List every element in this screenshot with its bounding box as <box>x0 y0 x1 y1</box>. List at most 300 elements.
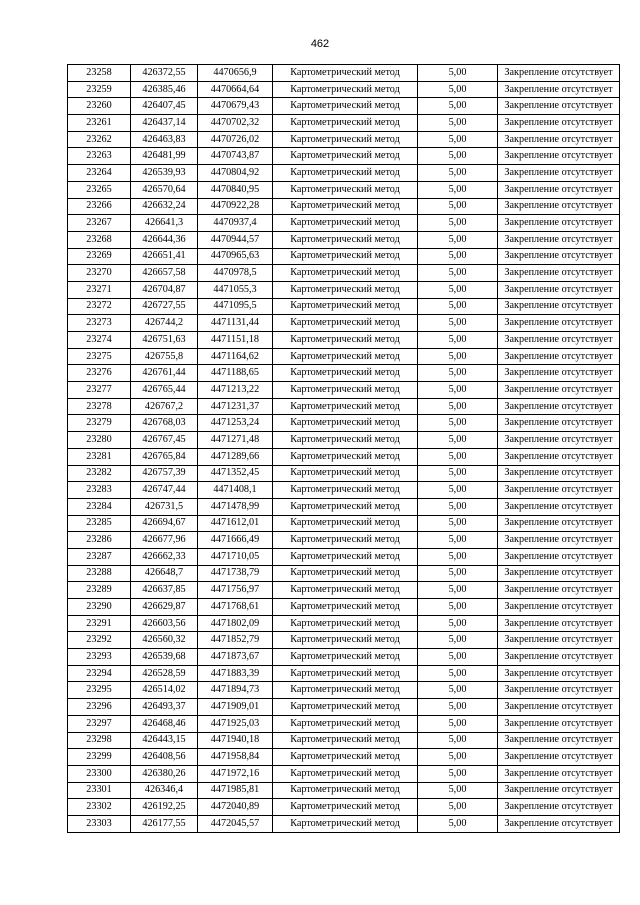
y-coordinate-cell: 4471164,62 <box>198 348 273 365</box>
x-coordinate-cell: 426704,87 <box>131 281 198 298</box>
fixation-cell: Закрепление отсутствует <box>498 348 620 365</box>
fixation-cell: Закрепление отсутствует <box>498 782 620 799</box>
fixation-cell: Закрепление отсутствует <box>498 482 620 499</box>
x-coordinate-cell: 426437,14 <box>131 115 198 132</box>
table-row <box>68 348 620 365</box>
table-row <box>68 365 620 382</box>
fixation-cell: Закрепление отсутствует <box>498 265 620 282</box>
table-row <box>68 699 620 716</box>
accuracy-cell: 5,00 <box>418 248 498 265</box>
y-coordinate-cell: 4471883,39 <box>198 665 273 682</box>
method-cell: Картометрический метод <box>273 782 418 799</box>
method-cell: Картометрический метод <box>273 732 418 749</box>
fixation-cell: Закрепление отсутствует <box>498 565 620 582</box>
x-coordinate-cell: 426731,5 <box>131 498 198 515</box>
method-cell: Картометрический метод <box>273 715 418 732</box>
point-number-cell: 23298 <box>68 732 131 749</box>
point-number-cell: 23272 <box>68 298 131 315</box>
point-number-cell: 23293 <box>68 649 131 666</box>
x-coordinate-cell: 426768,03 <box>131 415 198 432</box>
y-coordinate-cell: 4471095,5 <box>198 298 273 315</box>
y-coordinate-cell: 4471894,73 <box>198 682 273 699</box>
method-cell: Картометрический метод <box>273 298 418 315</box>
accuracy-cell: 5,00 <box>418 515 498 532</box>
fixation-cell: Закрепление отсутствует <box>498 181 620 198</box>
x-coordinate-cell: 426528,59 <box>131 665 198 682</box>
table-row <box>68 265 620 282</box>
method-cell: Картометрический метод <box>273 65 418 82</box>
method-cell: Картометрический метод <box>273 465 418 482</box>
accuracy-cell: 5,00 <box>418 532 498 549</box>
method-cell: Картометрический метод <box>273 665 418 682</box>
point-number-cell: 23279 <box>68 415 131 432</box>
point-number-cell: 23282 <box>68 465 131 482</box>
y-coordinate-cell: 4471055,3 <box>198 281 273 298</box>
table-row <box>68 148 620 165</box>
x-coordinate-cell: 426747,44 <box>131 482 198 499</box>
fixation-cell: Закрепление отсутствует <box>498 398 620 415</box>
x-coordinate-cell: 426539,93 <box>131 165 198 182</box>
accuracy-cell: 5,00 <box>418 281 498 298</box>
method-cell: Картометрический метод <box>273 131 418 148</box>
fixation-cell: Закрепление отсутствует <box>498 65 620 82</box>
method-cell: Картометрический метод <box>273 382 418 399</box>
point-number-cell: 23266 <box>68 198 131 215</box>
point-number-cell: 23275 <box>68 348 131 365</box>
y-coordinate-cell: 4471478,99 <box>198 498 273 515</box>
fixation-cell: Закрепление отсутствует <box>498 332 620 349</box>
fixation-cell: Закрепление отсутствует <box>498 448 620 465</box>
x-coordinate-cell: 426468,46 <box>131 715 198 732</box>
point-number-cell: 23269 <box>68 248 131 265</box>
x-coordinate-cell: 426463,83 <box>131 131 198 148</box>
table-row <box>68 65 620 82</box>
method-cell: Картометрический метод <box>273 799 418 816</box>
accuracy-cell: 5,00 <box>418 181 498 198</box>
point-number-cell: 23296 <box>68 699 131 716</box>
accuracy-cell: 5,00 <box>418 198 498 215</box>
point-number-cell: 23268 <box>68 231 131 248</box>
accuracy-cell: 5,00 <box>418 815 498 832</box>
method-cell: Картометрический метод <box>273 148 418 165</box>
y-coordinate-cell: 4471666,49 <box>198 532 273 549</box>
y-coordinate-cell: 4471802,09 <box>198 615 273 632</box>
point-number-cell: 23294 <box>68 665 131 682</box>
method-cell: Картометрический метод <box>273 248 418 265</box>
accuracy-cell: 5,00 <box>418 332 498 349</box>
x-coordinate-cell: 426539,68 <box>131 649 198 666</box>
accuracy-cell: 5,00 <box>418 749 498 766</box>
table-row <box>68 465 620 482</box>
accuracy-cell: 5,00 <box>418 465 498 482</box>
y-coordinate-cell: 4471253,24 <box>198 415 273 432</box>
fixation-cell: Закрепление отсутствует <box>498 98 620 115</box>
table-row <box>68 749 620 766</box>
point-number-cell: 23264 <box>68 165 131 182</box>
y-coordinate-cell: 4471756,97 <box>198 582 273 599</box>
accuracy-cell: 5,00 <box>418 682 498 699</box>
accuracy-cell: 5,00 <box>418 448 498 465</box>
accuracy-cell: 5,00 <box>418 799 498 816</box>
y-coordinate-cell: 4472045,57 <box>198 815 273 832</box>
fixation-cell: Закрепление отсутствует <box>498 799 620 816</box>
table-row <box>68 498 620 515</box>
table-row <box>68 198 620 215</box>
point-number-cell: 23265 <box>68 181 131 198</box>
point-number-cell: 23292 <box>68 632 131 649</box>
point-number-cell: 23263 <box>68 148 131 165</box>
x-coordinate-cell: 426755,8 <box>131 348 198 365</box>
accuracy-cell: 5,00 <box>418 215 498 232</box>
y-coordinate-cell: 4471909,01 <box>198 699 273 716</box>
fixation-cell: Закрепление отсутствует <box>498 131 620 148</box>
y-coordinate-cell: 4470656,9 <box>198 65 273 82</box>
table-row <box>68 582 620 599</box>
accuracy-cell: 5,00 <box>418 649 498 666</box>
fixation-cell: Закрепление отсутствует <box>498 315 620 332</box>
method-cell: Картометрический метод <box>273 749 418 766</box>
table-row <box>68 799 620 816</box>
method-cell: Картометрический метод <box>273 582 418 599</box>
point-number-cell: 23289 <box>68 582 131 599</box>
x-coordinate-cell: 426629,87 <box>131 599 198 616</box>
method-cell: Картометрический метод <box>273 332 418 349</box>
fixation-cell: Закрепление отсутствует <box>498 148 620 165</box>
table-row <box>68 181 620 198</box>
method-cell: Картометрический метод <box>273 265 418 282</box>
x-coordinate-cell: 426346,4 <box>131 782 198 799</box>
table-row <box>68 765 620 782</box>
fixation-cell: Закрепление отсутствует <box>498 682 620 699</box>
y-coordinate-cell: 4470944,57 <box>198 231 273 248</box>
point-number-cell: 23260 <box>68 98 131 115</box>
table-row <box>68 448 620 465</box>
fixation-cell: Закрепление отсутствует <box>498 749 620 766</box>
point-number-cell: 23303 <box>68 815 131 832</box>
point-number-cell: 23277 <box>68 382 131 399</box>
accuracy-cell: 5,00 <box>418 582 498 599</box>
x-coordinate-cell: 426765,44 <box>131 382 198 399</box>
method-cell: Картометрический метод <box>273 498 418 515</box>
y-coordinate-cell: 4471852,79 <box>198 632 273 649</box>
y-coordinate-cell: 4471958,84 <box>198 749 273 766</box>
fixation-cell: Закрепление отсутствует <box>498 215 620 232</box>
page-number: 462 <box>310 38 330 50</box>
table-row <box>68 732 620 749</box>
fixation-cell: Закрепление отсутствует <box>498 415 620 432</box>
x-coordinate-cell: 426570,64 <box>131 181 198 198</box>
accuracy-cell: 5,00 <box>418 665 498 682</box>
table-row <box>68 98 620 115</box>
point-number-cell: 23300 <box>68 765 131 782</box>
x-coordinate-cell: 426648,7 <box>131 565 198 582</box>
fixation-cell: Закрепление отсутствует <box>498 615 620 632</box>
point-number-cell: 23287 <box>68 548 131 565</box>
y-coordinate-cell: 4470978,5 <box>198 265 273 282</box>
table-row <box>68 599 620 616</box>
table-row <box>68 515 620 532</box>
fixation-cell: Закрепление отсутствует <box>498 281 620 298</box>
x-coordinate-cell: 426641,3 <box>131 215 198 232</box>
x-coordinate-cell: 426380,26 <box>131 765 198 782</box>
point-number-cell: 23291 <box>68 615 131 632</box>
y-coordinate-cell: 4470702,32 <box>198 115 273 132</box>
table-row <box>68 682 620 699</box>
table-row <box>68 565 620 582</box>
fixation-cell: Закрепление отсутствует <box>498 582 620 599</box>
point-number-cell: 23295 <box>68 682 131 699</box>
x-coordinate-cell: 426651,41 <box>131 248 198 265</box>
point-number-cell: 23270 <box>68 265 131 282</box>
accuracy-cell: 5,00 <box>418 632 498 649</box>
method-cell: Картометрический метод <box>273 348 418 365</box>
accuracy-cell: 5,00 <box>418 115 498 132</box>
fixation-cell: Закрепление отсутствует <box>498 432 620 449</box>
point-number-cell: 23297 <box>68 715 131 732</box>
x-coordinate-cell: 426727,55 <box>131 298 198 315</box>
accuracy-cell: 5,00 <box>418 615 498 632</box>
fixation-cell: Закрепление отсутствует <box>498 81 620 98</box>
table-row <box>68 281 620 298</box>
x-coordinate-cell: 426192,25 <box>131 799 198 816</box>
point-number-cell: 23259 <box>68 81 131 98</box>
fixation-cell: Закрепление отсутствует <box>498 198 620 215</box>
x-coordinate-cell: 426767,2 <box>131 398 198 415</box>
y-coordinate-cell: 4471985,81 <box>198 782 273 799</box>
fixation-cell: Закрепление отсутствует <box>498 548 620 565</box>
table-row <box>68 665 620 682</box>
y-coordinate-cell: 4471925,03 <box>198 715 273 732</box>
x-coordinate-cell: 426677,96 <box>131 532 198 549</box>
method-cell: Картометрический метод <box>273 198 418 215</box>
point-number-cell: 23278 <box>68 398 131 415</box>
x-coordinate-cell: 426751,63 <box>131 332 198 349</box>
point-number-cell: 23267 <box>68 215 131 232</box>
accuracy-cell: 5,00 <box>418 348 498 365</box>
table-row <box>68 298 620 315</box>
method-cell: Картометрический метод <box>273 682 418 699</box>
method-cell: Картометрический метод <box>273 415 418 432</box>
table-row <box>68 715 620 732</box>
point-number-cell: 23302 <box>68 799 131 816</box>
point-number-cell: 23290 <box>68 599 131 616</box>
fixation-cell: Закрепление отсутствует <box>498 532 620 549</box>
x-coordinate-cell: 426443,15 <box>131 732 198 749</box>
x-coordinate-cell: 426177,55 <box>131 815 198 832</box>
y-coordinate-cell: 4471710,05 <box>198 548 273 565</box>
y-coordinate-cell: 4471612,01 <box>198 515 273 532</box>
method-cell: Картометрический метод <box>273 315 418 332</box>
method-cell: Картометрический метод <box>273 599 418 616</box>
method-cell: Картометрический метод <box>273 649 418 666</box>
fixation-cell: Закрепление отсутствует <box>498 765 620 782</box>
point-number-cell: 23288 <box>68 565 131 582</box>
method-cell: Картометрический метод <box>273 81 418 98</box>
y-coordinate-cell: 4470937,4 <box>198 215 273 232</box>
point-number-cell: 23283 <box>68 482 131 499</box>
table-row <box>68 632 620 649</box>
x-coordinate-cell: 426757,39 <box>131 465 198 482</box>
point-number-cell: 23258 <box>68 65 131 82</box>
accuracy-cell: 5,00 <box>418 715 498 732</box>
accuracy-cell: 5,00 <box>418 548 498 565</box>
coordinates-table <box>67 64 620 833</box>
x-coordinate-cell: 426632,24 <box>131 198 198 215</box>
method-cell: Картометрический метод <box>273 699 418 716</box>
fixation-cell: Закрепление отсутствует <box>498 465 620 482</box>
accuracy-cell: 5,00 <box>418 732 498 749</box>
table-row <box>68 115 620 132</box>
y-coordinate-cell: 4472040,89 <box>198 799 273 816</box>
accuracy-cell: 5,00 <box>418 365 498 382</box>
fixation-cell: Закрепление отсутствует <box>498 382 620 399</box>
accuracy-cell: 5,00 <box>418 298 498 315</box>
accuracy-cell: 5,00 <box>418 599 498 616</box>
point-number-cell: 23280 <box>68 432 131 449</box>
y-coordinate-cell: 4471231,37 <box>198 398 273 415</box>
x-coordinate-cell: 426694,67 <box>131 515 198 532</box>
x-coordinate-cell: 426560,32 <box>131 632 198 649</box>
y-coordinate-cell: 4471151,18 <box>198 332 273 349</box>
method-cell: Картометрический метод <box>273 765 418 782</box>
method-cell: Картометрический метод <box>273 482 418 499</box>
table-row <box>68 615 620 632</box>
x-coordinate-cell: 426744,2 <box>131 315 198 332</box>
table-row <box>68 398 620 415</box>
y-coordinate-cell: 4471972,16 <box>198 765 273 782</box>
y-coordinate-cell: 4470965,63 <box>198 248 273 265</box>
method-cell: Картометрический метод <box>273 365 418 382</box>
accuracy-cell: 5,00 <box>418 699 498 716</box>
method-cell: Картометрический метод <box>273 215 418 232</box>
fixation-cell: Закрепление отсутствует <box>498 732 620 749</box>
x-coordinate-cell: 426372,55 <box>131 65 198 82</box>
table-body <box>68 65 620 833</box>
point-number-cell: 23299 <box>68 749 131 766</box>
x-coordinate-cell: 426514,02 <box>131 682 198 699</box>
accuracy-cell: 5,00 <box>418 398 498 415</box>
y-coordinate-cell: 4470840,95 <box>198 181 273 198</box>
point-number-cell: 23271 <box>68 281 131 298</box>
x-coordinate-cell: 426385,46 <box>131 81 198 98</box>
x-coordinate-cell: 426637,85 <box>131 582 198 599</box>
fixation-cell: Закрепление отсутствует <box>498 699 620 716</box>
table-row <box>68 382 620 399</box>
x-coordinate-cell: 426644,36 <box>131 231 198 248</box>
fixation-cell: Закрепление отсутствует <box>498 498 620 515</box>
method-cell: Картометрический метод <box>273 448 418 465</box>
accuracy-cell: 5,00 <box>418 482 498 499</box>
method-cell: Картометрический метод <box>273 515 418 532</box>
x-coordinate-cell: 426408,56 <box>131 749 198 766</box>
y-coordinate-cell: 4471873,67 <box>198 649 273 666</box>
point-number-cell: 23285 <box>68 515 131 532</box>
x-coordinate-cell: 426657,58 <box>131 265 198 282</box>
method-cell: Картометрический метод <box>273 532 418 549</box>
accuracy-cell: 5,00 <box>418 415 498 432</box>
fixation-cell: Закрепление отсутствует <box>498 599 620 616</box>
y-coordinate-cell: 4470679,43 <box>198 98 273 115</box>
y-coordinate-cell: 4471289,66 <box>198 448 273 465</box>
method-cell: Картометрический метод <box>273 565 418 582</box>
point-number-cell: 23262 <box>68 131 131 148</box>
y-coordinate-cell: 4471213,22 <box>198 382 273 399</box>
fixation-cell: Закрепление отсутствует <box>498 649 620 666</box>
method-cell: Картометрический метод <box>273 165 418 182</box>
point-number-cell: 23284 <box>68 498 131 515</box>
x-coordinate-cell: 426493,37 <box>131 699 198 716</box>
method-cell: Картометрический метод <box>273 281 418 298</box>
x-coordinate-cell: 426765,84 <box>131 448 198 465</box>
table-row <box>68 315 620 332</box>
method-cell: Картометрический метод <box>273 632 418 649</box>
x-coordinate-cell: 426662,33 <box>131 548 198 565</box>
table-row <box>68 432 620 449</box>
y-coordinate-cell: 4471768,61 <box>198 599 273 616</box>
y-coordinate-cell: 4470726,02 <box>198 131 273 148</box>
table-row <box>68 415 620 432</box>
accuracy-cell: 5,00 <box>418 231 498 248</box>
table-row <box>68 482 620 499</box>
point-number-cell: 23273 <box>68 315 131 332</box>
table-row <box>68 548 620 565</box>
method-cell: Картометрический метод <box>273 115 418 132</box>
fixation-cell: Закрепление отсутствует <box>498 665 620 682</box>
fixation-cell: Закрепление отсутствует <box>498 231 620 248</box>
table-row <box>68 332 620 349</box>
table-row <box>68 231 620 248</box>
y-coordinate-cell: 4471738,79 <box>198 565 273 582</box>
y-coordinate-cell: 4470664,64 <box>198 81 273 98</box>
y-coordinate-cell: 4470804,92 <box>198 165 273 182</box>
method-cell: Картометрический метод <box>273 548 418 565</box>
accuracy-cell: 5,00 <box>418 165 498 182</box>
method-cell: Картометрический метод <box>273 432 418 449</box>
point-number-cell: 23281 <box>68 448 131 465</box>
y-coordinate-cell: 4471408,1 <box>198 482 273 499</box>
accuracy-cell: 5,00 <box>418 65 498 82</box>
y-coordinate-cell: 4471131,44 <box>198 315 273 332</box>
point-number-cell: 23276 <box>68 365 131 382</box>
accuracy-cell: 5,00 <box>418 148 498 165</box>
table-row <box>68 649 620 666</box>
method-cell: Картометрический метод <box>273 615 418 632</box>
x-coordinate-cell: 426761,44 <box>131 365 198 382</box>
x-coordinate-cell: 426767,45 <box>131 432 198 449</box>
table-row <box>68 215 620 232</box>
accuracy-cell: 5,00 <box>418 315 498 332</box>
y-coordinate-cell: 4471271,48 <box>198 432 273 449</box>
accuracy-cell: 5,00 <box>418 382 498 399</box>
table-row <box>68 782 620 799</box>
method-cell: Картометрический метод <box>273 98 418 115</box>
accuracy-cell: 5,00 <box>418 765 498 782</box>
fixation-cell: Закрепление отсутствует <box>498 248 620 265</box>
fixation-cell: Закрепление отсутствует <box>498 815 620 832</box>
y-coordinate-cell: 4471352,45 <box>198 465 273 482</box>
fixation-cell: Закрепление отсутствует <box>498 298 620 315</box>
method-cell: Картометрический метод <box>273 231 418 248</box>
fixation-cell: Закрепление отсутствует <box>498 365 620 382</box>
table-row <box>68 81 620 98</box>
x-coordinate-cell: 426603,56 <box>131 615 198 632</box>
y-coordinate-cell: 4470743,87 <box>198 148 273 165</box>
table-row <box>68 248 620 265</box>
accuracy-cell: 5,00 <box>418 81 498 98</box>
table-row <box>68 131 620 148</box>
table-row <box>68 815 620 832</box>
accuracy-cell: 5,00 <box>418 432 498 449</box>
